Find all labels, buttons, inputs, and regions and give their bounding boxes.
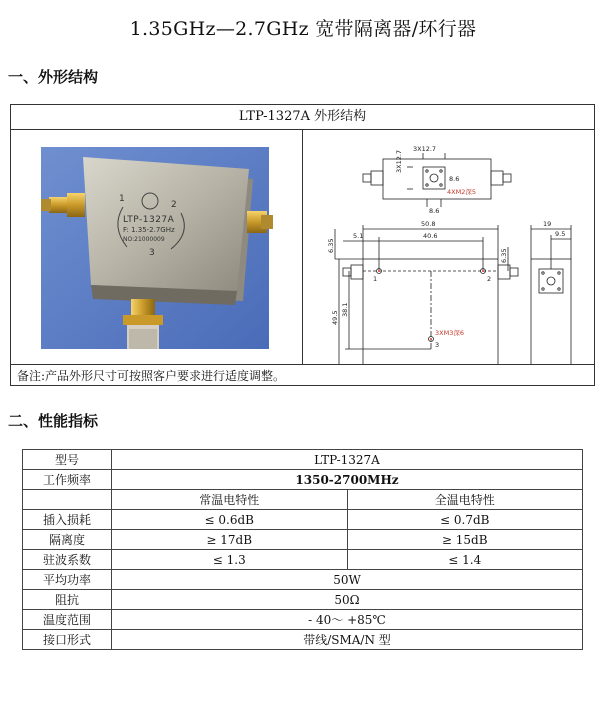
outline-box xyxy=(10,104,595,386)
row-value: 50W xyxy=(112,570,583,590)
dimension-drawing xyxy=(303,129,594,364)
photo-port-3-label: 3 xyxy=(149,248,155,258)
connector-3 xyxy=(131,299,155,317)
drawing-port-1: 1 xyxy=(373,275,378,283)
dim-top-1: 3X12.7 xyxy=(413,145,437,153)
photo-model-label: LTP-1327A xyxy=(123,215,175,225)
dim-h-total: 49.5 xyxy=(331,310,339,325)
outline-caption: LTP-1327A 外形结构 xyxy=(11,105,594,130)
table-row xyxy=(23,550,583,570)
row-value: - 40～ +85℃ xyxy=(112,610,583,630)
row-label: 隔离度 xyxy=(23,530,112,550)
row-label: 平均功率 xyxy=(23,570,112,590)
row-label: 插入损耗 xyxy=(23,510,112,530)
row-value: 50Ω xyxy=(112,590,583,610)
row-label: 型号 xyxy=(23,450,112,470)
full-value: ≤ 0.7dB xyxy=(347,510,583,530)
dim-h-inner: 38.1 xyxy=(341,302,349,317)
front-view-body xyxy=(363,259,498,364)
row-label: 工作频率 xyxy=(23,470,112,490)
side-view-body xyxy=(531,259,571,364)
dim-top-hole: 4XM2深5 xyxy=(447,188,476,196)
table-row xyxy=(23,470,583,490)
table-row xyxy=(23,490,583,510)
normal-value: ≤ 0.6dB xyxy=(112,510,348,530)
dim-top-4: 8.6 xyxy=(429,207,440,215)
spec-table xyxy=(22,449,583,650)
row-label: 阻抗 xyxy=(23,590,112,610)
row-label: 接口形式 xyxy=(23,630,112,650)
section-heading-specs: 二、性能指标 xyxy=(8,412,99,430)
table-row xyxy=(23,530,583,550)
dim-side-w: 19 xyxy=(543,220,552,228)
dimension-drawing-svg xyxy=(303,129,594,364)
dim-bottom-hole: 3XM3深6 xyxy=(435,329,464,337)
drawing-port-3: 3 xyxy=(435,341,440,349)
dim-side-w2: 9.5 xyxy=(555,230,566,238)
section-heading-outline: 一、外形结构 xyxy=(8,68,99,86)
row-value: 带线/SMA/N 型 xyxy=(112,630,583,650)
dim-top-3: 8.6 xyxy=(449,175,460,183)
table-row xyxy=(23,570,583,590)
row-label: 温度范围 xyxy=(23,610,112,630)
dim-w-total: 50.8 xyxy=(421,220,436,228)
outline-note: 备注:产品外形尺寸可按照客户要求进行适度调整。 xyxy=(11,364,594,386)
dim-h-top-right: 6.35 xyxy=(500,248,508,263)
photo-serial-label: NO:21000009 xyxy=(123,236,165,243)
dim-w-left: 5.1 xyxy=(353,232,364,240)
dim-w-inner: 40.6 xyxy=(423,232,438,240)
table-row xyxy=(23,590,583,610)
row-value: 1350-2700MHz xyxy=(112,470,583,490)
dim-h-top: 6.35 xyxy=(327,238,335,253)
normal-value: ≤ 1.3 xyxy=(112,550,348,570)
row-value: LTP-1327A xyxy=(112,450,583,470)
page-title: 1.35GHz—2.7GHz 宽带隔离器/环行器 xyxy=(129,18,477,40)
photo-port-1-label: 1 xyxy=(119,194,125,204)
row-label xyxy=(23,490,112,510)
product-photo-svg xyxy=(11,129,303,364)
sub-header-full: 全温电特性 xyxy=(347,490,583,510)
table-row xyxy=(23,450,583,470)
normal-value: ≥ 17dB xyxy=(112,530,348,550)
row-label: 驻波系数 xyxy=(23,550,112,570)
table-row xyxy=(23,510,583,530)
dim-top-2: 3X12.7 xyxy=(395,149,403,173)
drawing-port-2: 2 xyxy=(487,275,492,283)
photo-freq-label: F: 1.35-2.7GHz xyxy=(123,226,175,234)
table-row xyxy=(23,610,583,630)
product-photo xyxy=(11,129,303,364)
table-row xyxy=(23,630,583,650)
sub-header-normal: 常温电特性 xyxy=(112,490,348,510)
photo-port-2-label: 2 xyxy=(171,200,177,210)
full-value: ≤ 1.4 xyxy=(347,550,583,570)
full-value: ≥ 15dB xyxy=(347,530,583,550)
